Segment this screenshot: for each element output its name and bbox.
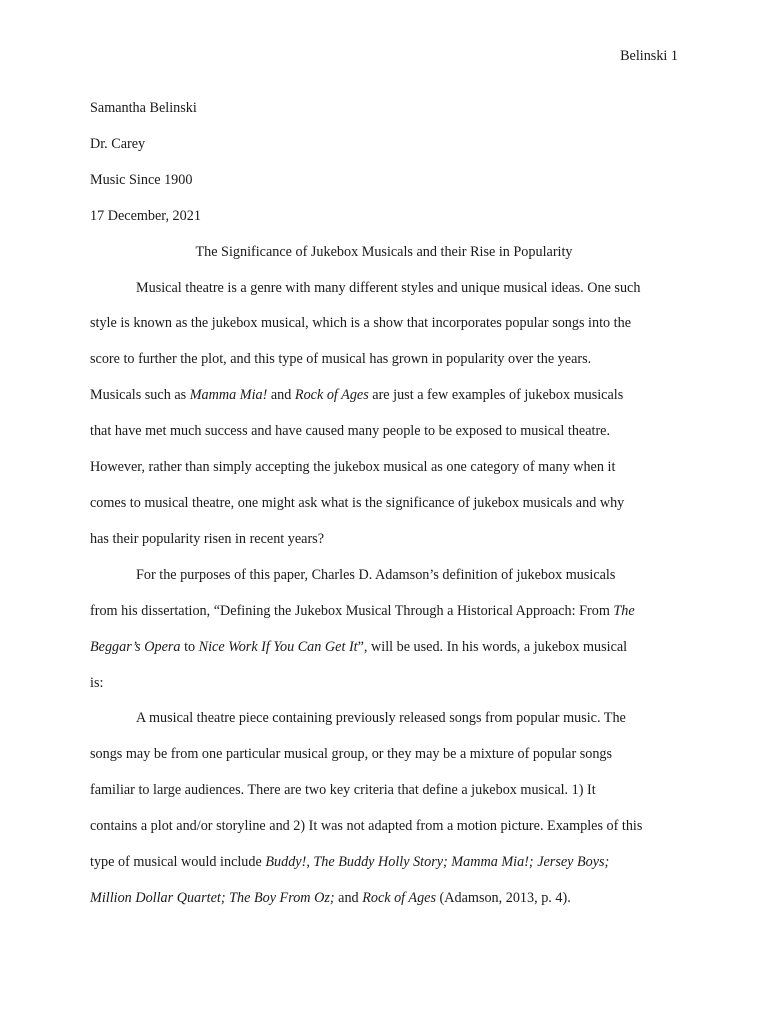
citation: (Adamson, 2013, p. 4). — [436, 889, 571, 906]
text-run: are just a few examples of jukebox musicals — [368, 387, 624, 404]
instructor-name: Dr. Carey — [90, 135, 146, 152]
text-line: style is known as the jukebox musical, which is a show that incorporates popular songs into the — [90, 315, 632, 332]
musical-titles: Buddy!, The Buddy Holly Story; Mamma Mia!; Jersey Boys; — [265, 854, 610, 871]
text-line: However, rather than simply accepting the jukebox musical as one category of many when it — [90, 459, 616, 476]
title-mamma-mia: Mamma Mia! — [189, 387, 268, 404]
title-nice-work: Nice Work If You Can Get It — [198, 638, 358, 655]
text-line: contains a plot and/or storyline and 2) It was not adapted from a motion picture. Examples of this — [90, 818, 643, 835]
text-line: For the purposes of this paper, Charles D. Adamson’s definition of jukebox musicals — [136, 566, 616, 583]
text-run: and — [334, 889, 363, 906]
musical-titles: Million Dollar Quartet; The Boy From Oz; — [90, 889, 335, 906]
text-line: is: — [90, 674, 104, 691]
text-line: familiar to large audiences. There are two key criteria that define a jukebox musical. 1) It — [90, 782, 596, 799]
paragraph-intro — [90, 271, 678, 558]
text-run: and — [267, 387, 295, 404]
author-name: Samantha Belinski — [90, 100, 197, 116]
text-line: songs may be from one particular musical group, or they may be a mixture of popular songs — [90, 746, 613, 763]
text-line: A musical theatre piece containing previously released songs from popular music. The — [136, 710, 626, 727]
title-rock-of-ages: Rock of Ages — [362, 889, 436, 906]
title-beggars-opera: Beggar’s Opera — [90, 638, 181, 655]
text-run: Musicals such as — [90, 387, 190, 404]
text-line — [90, 378, 678, 414]
title-rock-of-ages: Rock of Ages — [294, 387, 369, 404]
text-line — [90, 594, 678, 630]
running-head: Belinski 1 — [620, 48, 678, 64]
text-run: ”, will be used. In his words, a jukebox musical — [357, 638, 628, 655]
document-body — [90, 91, 678, 917]
text-run: from his dissertation, “Defining the Jukebox Musical Through a Historical Approach: From — [90, 602, 614, 619]
paragraph-definition — [90, 558, 678, 702]
text-line: score to further the plot, and this type of musical has grown in popularity over the years. — [90, 351, 592, 368]
text-line: that have met much success and have caused many people to be exposed to musical theatre. — [90, 423, 611, 440]
text-line — [90, 881, 678, 917]
block-quote — [90, 701, 678, 916]
text-line — [90, 630, 678, 666]
paper-date: 17 December, 2021 — [90, 207, 201, 224]
paper-title: The Significance of Jukebox Musicals and their Rise in Popularity — [195, 243, 573, 260]
text-line: has their popularity risen in recent years? — [90, 530, 325, 547]
course-name: Music Since 1900 — [90, 171, 193, 188]
text-line: comes to musical theatre, one might ask what is the significance of jukebox musicals and why — [90, 494, 625, 511]
text-line — [90, 845, 678, 881]
text-run: type of musical would include — [90, 854, 266, 871]
text-line: Musical theatre is a genre with many different styles and unique musical ideas. One such — [136, 279, 641, 296]
text-run: to — [180, 638, 199, 655]
title-beggars-opera-part: The — [613, 602, 635, 619]
